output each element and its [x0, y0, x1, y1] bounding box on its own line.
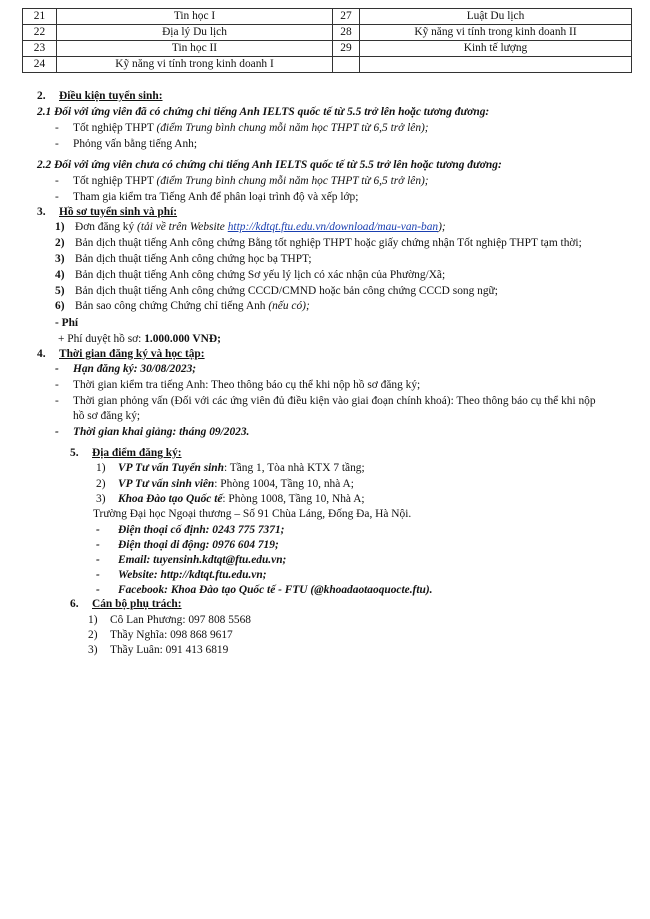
section-number: 3.	[37, 206, 46, 218]
fee-value: 1.000.000 VNĐ;	[144, 333, 221, 345]
item-note: (điểm Trung bình chung mỗi năm học THPT từ 6,5 trở lên);	[156, 122, 429, 134]
fee-label: - Phí	[55, 317, 79, 329]
contact-item: - Điện thoại cố định: 0243 775 7371;	[96, 524, 285, 536]
deadline-text: Hạn đăng ký: 30/08/2023;	[73, 363, 197, 375]
row-number: 27	[333, 9, 360, 25]
row-number: 21	[23, 9, 57, 25]
start-text: Thời gian khai giảng: tháng 09/2023.	[73, 426, 250, 438]
course-name: Địa lý Du lịch	[57, 25, 333, 41]
item-text: Bản dịch thuật tiếng Anh công chứng CCCD/CMND hoặc bản công chứng CCCD song ngữ;	[75, 285, 498, 297]
list-item: 2) Bản dịch thuật tiếng Anh công chứng Bằng tốt nghiệp THPT hoặc giấy chứng nhận Tốt nghiệp THPT tạm thời;	[55, 237, 582, 249]
item-text: Bản dịch thuật tiếng Anh công chứng Sơ yếu lý lịch có xác nhận của Phường/Xã;	[75, 269, 446, 281]
table-row	[23, 9, 632, 25]
download-link[interactable]: http://kdtqt.ftu.edu.vn/download/mau-van-ban	[227, 221, 439, 233]
row-number: 29	[333, 41, 360, 57]
row-number	[333, 57, 360, 73]
list-item: - Tham gia kiểm tra Tiếng Anh để phân loại trình độ và xếp lớp;	[55, 191, 359, 203]
row-number: 22	[23, 25, 57, 41]
list-item: - Phỏng vấn bằng tiếng Anh;	[55, 138, 198, 150]
place-detail: : Phòng 1008, Tầng 10, Nhà A;	[222, 493, 365, 505]
list-item: - Thời gian phỏng vấn (Đối với các ứng viên đủ điều kiện vào giai đoạn chính khoá): Theo thông báo cụ thể khi nộp	[55, 395, 596, 407]
section-number: 2.	[37, 90, 46, 102]
section-2-heading	[37, 89, 163, 103]
contact-item: - Facebook: Khoa Đào tạo Quốc tế - FTU (@khoadaotaoquocte.ftu).	[96, 584, 433, 596]
table-row	[23, 25, 632, 41]
university-address: Trường Đại học Ngoại thương – Số 91 Chùa Láng, Đống Đa, Hà Nội.	[93, 508, 412, 520]
item-text: Tham gia kiểm tra Tiếng Anh để phân loại trình độ và xếp lớp;	[73, 191, 359, 203]
list-item: 1) Đơn đăng ký (tải về trên Website http://kdtqt.ftu.edu.vn/download/mau-van-ban);	[55, 221, 446, 233]
contact-item: - Điện thoại di động: 0976 604 719;	[96, 539, 279, 551]
place-detail: : Tầng 1, Tòa nhà KTX 7 tầng;	[223, 462, 365, 474]
course-name: Kinh tế lượng	[360, 41, 632, 57]
item-note: (tải về trên Website	[137, 221, 228, 233]
course-name: Tin học II	[57, 41, 333, 57]
list-item: - Hạn đăng ký: 30/08/2023;	[55, 363, 197, 375]
list-item: 2) VP Tư vấn sinh viên: Phòng 1004, Tầng 10, nhà A;	[96, 478, 354, 490]
place-label: VP Tư vấn Tuyển sinh	[118, 462, 224, 474]
item-note: (điểm Trung bình chung mỗi năm học THPT từ 6,5 trở lên);	[156, 175, 429, 187]
list-item: 3) Khoa Đào tạo Quốc tế: Phòng 1008, Tầng 10, Nhà A;	[96, 493, 365, 505]
item-text: Phỏng vấn bằng tiếng Anh;	[73, 138, 198, 150]
person-contact: Thầy Luân: 091 413 6819	[110, 644, 229, 656]
row-number: 28	[333, 25, 360, 41]
list-item: 2) Thầy Nghĩa: 098 868 9617	[88, 629, 233, 641]
list-item: 3) Bản dịch thuật tiếng Anh công chứng học bạ THPT;	[55, 253, 312, 265]
list-item: 6) Bản sao công chứng Chứng chỉ tiếng Anh (nếu có);	[55, 300, 310, 312]
item-text: Bản dịch thuật tiếng Anh công chứng học bạ THPT;	[75, 253, 312, 265]
course-name: Tin học I	[57, 9, 333, 25]
item-text-continued: hồ sơ đăng ký;	[73, 410, 141, 422]
item-note: (nếu có);	[268, 300, 310, 312]
list-item: 1) VP Tư vấn Tuyển sinh: Tầng 1, Tòa nhà KTX 7 tầng;	[96, 462, 365, 474]
place-label: VP Tư vấn sinh viên	[118, 478, 215, 490]
section-3-heading	[37, 205, 177, 219]
section-title: Cán bộ phụ trách:	[92, 598, 182, 610]
section-title: Thời gian đăng ký và học tập:	[59, 348, 205, 360]
row-number: 23	[23, 41, 57, 57]
course-name: Luật Du lịch	[360, 9, 632, 25]
list-item: - Tốt nghiệp THPT (điểm Trung bình chung mỗi năm học THPT từ 6,5 trở lên);	[55, 175, 429, 187]
section-number: 4.	[37, 348, 46, 360]
item-text: Bản dịch thuật tiếng Anh công chứng Bằng tốt nghiệp THPT hoặc giấy chứng nhận Tốt nghiệp THPT tạm thời;	[75, 237, 582, 249]
list-item: 4) Bản dịch thuật tiếng Anh công chứng Sơ yếu lý lịch có xác nhận của Phường/Xã;	[55, 269, 446, 281]
section-6-heading	[70, 597, 182, 611]
list-item: 3) Thầy Luân: 091 413 6819	[88, 644, 229, 656]
section-number: 5.	[70, 447, 79, 459]
item-text: Tốt nghiệp THPT	[73, 122, 157, 134]
section-title: Điều kiện tuyển sinh:	[59, 90, 163, 102]
section-4-heading	[37, 347, 205, 361]
list-item: - Thời gian khai giảng: tháng 09/2023.	[55, 426, 250, 438]
course-name: Kỹ năng vi tính trong kinh doanh II	[360, 25, 632, 41]
item-text: Bản sao công chứng Chứng chỉ tiếng Anh	[75, 300, 269, 312]
table-row	[23, 41, 632, 57]
contact-item: - Email: tuyensinh.kdtqt@ftu.edu.vn;	[96, 554, 287, 566]
table-row	[23, 57, 632, 73]
item-text: Thời gian kiểm tra tiếng Anh: Theo thông báo cụ thể khi nộp hồ sơ đăng ký;	[73, 379, 421, 391]
person-contact: Cô Lan Phương: 097 808 5568	[110, 614, 251, 626]
item-text: Tốt nghiệp THPT	[73, 175, 157, 187]
course-name	[360, 57, 632, 73]
section-title: Hồ sơ tuyển sinh và phí:	[59, 206, 178, 218]
section-number: 6.	[70, 598, 79, 610]
subsection-2-1-title: 2.1 Đối với ứng viên đã có chứng chỉ tiếng Anh IELTS quốc tế từ 5.5 trở lên hoặc tương đương:	[37, 106, 490, 118]
fee-text: + Phí duyệt hồ sơ:	[58, 333, 145, 345]
course-name: Kỹ năng vi tính trong kinh doanh I	[57, 57, 333, 73]
person-contact: Thầy Nghĩa: 098 868 9617	[110, 629, 233, 641]
item-text: Thời gian phỏng vấn (Đối với các ứng viên đủ điều kiện vào giai đoạn chính khoá): Theo thông báo cụ thể khi nộp	[73, 395, 596, 407]
list-item: - Thời gian kiểm tra tiếng Anh: Theo thông báo cụ thể khi nộp hồ sơ đăng ký;	[55, 379, 421, 391]
contact-item: - Website: http://kdtqt.ftu.edu.vn;	[96, 569, 267, 581]
subsection-2-2-title: 2.2 Đối với ứng viên chưa có chứng chỉ tiếng Anh IELTS quốc tế từ 5.5 trở lên hoặc tương đương:	[37, 159, 502, 171]
list-item: 1) Cô Lan Phương: 097 808 5568	[88, 614, 251, 626]
section-title: Địa điểm đăng ký:	[92, 447, 182, 459]
place-detail: : Phòng 1004, Tầng 10, nhà A;	[214, 478, 354, 490]
list-item: 5) Bản dịch thuật tiếng Anh công chứng CCCD/CMND hoặc bản công chứng CCCD song ngữ;	[55, 285, 498, 297]
row-number: 24	[23, 57, 57, 73]
course-table	[22, 8, 632, 73]
fee-line	[58, 332, 221, 346]
place-label: Khoa Đào tạo Quốc tế	[118, 493, 223, 505]
section-5-heading	[70, 446, 182, 460]
item-text: Đơn đăng ký	[75, 221, 138, 233]
list-item: - Tốt nghiệp THPT (điểm Trung bình chung mỗi năm học THPT từ 6,5 trở lên);	[55, 122, 429, 134]
